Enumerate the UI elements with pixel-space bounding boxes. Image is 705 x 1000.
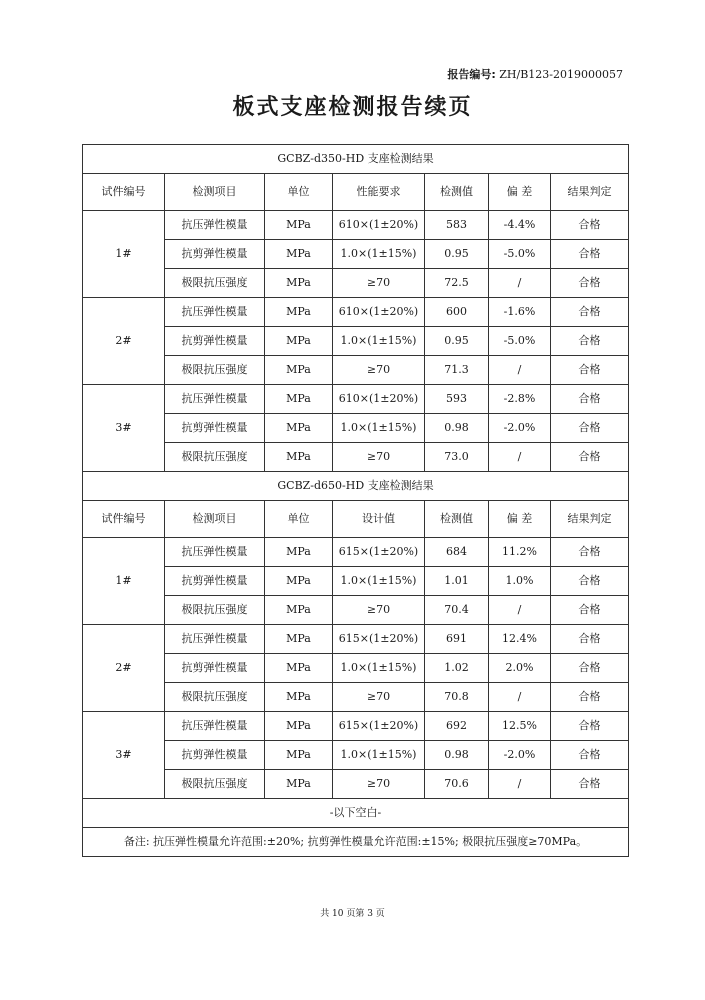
table-cell: 抗剪弹性模量 — [165, 654, 265, 683]
table-cell: 极限抗压强度 — [165, 356, 265, 385]
table-cell: 72.5 — [425, 269, 489, 298]
table-cell: 600 — [425, 298, 489, 327]
table-cell: 抗剪弹性模量 — [165, 741, 265, 770]
table-cell: 合格 — [551, 538, 629, 567]
table-cell: / — [489, 596, 551, 625]
table-cell: 抗压弹性模量 — [165, 538, 265, 567]
table-row — [83, 567, 629, 596]
table-cell: 70.8 — [425, 683, 489, 712]
results-table — [82, 144, 629, 857]
table-cell: MPa — [265, 269, 333, 298]
table-row — [83, 327, 629, 356]
header-cell: 设计值 — [333, 501, 425, 538]
report-number-value: ZH/B123-2019000057 — [499, 68, 623, 81]
table-cell: MPa — [265, 211, 333, 240]
specimen-id: 3# — [83, 712, 165, 799]
table-cell: -5.0% — [489, 327, 551, 356]
table-cell: 12.5% — [489, 712, 551, 741]
table-cell: 691 — [425, 625, 489, 654]
table-cell: 615×(1±20%) — [333, 625, 425, 654]
page-title: 板式支座检测报告续页 — [232, 95, 473, 120]
table-cell: 1.02 — [425, 654, 489, 683]
table-row — [83, 443, 629, 472]
table-cell: / — [489, 356, 551, 385]
table-row — [83, 683, 629, 712]
header-cell: 性能要求 — [333, 174, 425, 211]
header-cell: 检测项目 — [165, 501, 265, 538]
table-cell: 抗压弹性模量 — [165, 211, 265, 240]
remark: 备注: 抗压弹性模量允许范围:±20%; 抗剪弹性模量允许范围:±15%; 极限抗压强度≥70MPa。 — [83, 828, 629, 857]
table-cell: 1.01 — [425, 567, 489, 596]
table-cell: 1.0×(1±15%) — [333, 654, 425, 683]
table-row — [83, 770, 629, 799]
table-cell: 0.95 — [425, 240, 489, 269]
table-cell: MPa — [265, 240, 333, 269]
table-cell: 合格 — [551, 298, 629, 327]
table-cell: MPa — [265, 443, 333, 472]
table-cell: 0.98 — [425, 414, 489, 443]
table-cell: ≥70 — [333, 356, 425, 385]
table-cell: 610×(1±20%) — [333, 298, 425, 327]
table-row — [83, 240, 629, 269]
table-cell: 1.0% — [489, 567, 551, 596]
header-cell: 试件编号 — [83, 501, 165, 538]
table-cell: 610×(1±20%) — [333, 211, 425, 240]
table-cell: 抗压弹性模量 — [165, 298, 265, 327]
table-cell: 合格 — [551, 385, 629, 414]
table-row — [83, 538, 629, 567]
blank-note: -以下空白- — [83, 799, 629, 828]
header-cell: 试件编号 — [83, 174, 165, 211]
table-cell: 692 — [425, 712, 489, 741]
table-cell: MPa — [265, 683, 333, 712]
specimen-id: 2# — [83, 298, 165, 385]
table-cell: 极限抗压强度 — [165, 443, 265, 472]
table-cell: MPa — [265, 596, 333, 625]
table-cell: 583 — [425, 211, 489, 240]
table-row — [83, 625, 629, 654]
table-cell: MPa — [265, 538, 333, 567]
table-cell: MPa — [265, 712, 333, 741]
table-cell: MPa — [265, 327, 333, 356]
table-cell: 合格 — [551, 414, 629, 443]
table-cell: ≥70 — [333, 683, 425, 712]
table-cell: ≥70 — [333, 269, 425, 298]
table-row — [83, 654, 629, 683]
table-row — [83, 269, 629, 298]
table-cell: 抗压弹性模量 — [165, 385, 265, 414]
table-cell: 合格 — [551, 567, 629, 596]
table-cell: 合格 — [551, 211, 629, 240]
table-cell: MPa — [265, 298, 333, 327]
page-footer: 共 10 页第 3 页 — [320, 909, 385, 919]
table-cell: MPa — [265, 567, 333, 596]
specimen-id: 2# — [83, 625, 165, 712]
section-title: GCBZ-d650-HD 支座检测结果 — [83, 472, 629, 501]
table-cell: 1.0×(1±15%) — [333, 567, 425, 596]
table-cell: 抗剪弹性模量 — [165, 567, 265, 596]
table-cell: 合格 — [551, 327, 629, 356]
section-title: GCBZ-d350-HD 支座检测结果 — [83, 145, 629, 174]
table-cell: 合格 — [551, 240, 629, 269]
table-cell: 70.4 — [425, 596, 489, 625]
table-cell: -4.4% — [489, 211, 551, 240]
table-cell: MPa — [265, 741, 333, 770]
table-cell: 0.95 — [425, 327, 489, 356]
table-cell: ≥70 — [333, 443, 425, 472]
specimen-id: 1# — [83, 538, 165, 625]
table-row — [83, 356, 629, 385]
table-cell: 合格 — [551, 683, 629, 712]
table-cell: 615×(1±20%) — [333, 712, 425, 741]
table-row — [83, 596, 629, 625]
table-cell: 极限抗压强度 — [165, 683, 265, 712]
table-row — [83, 741, 629, 770]
report-number — [447, 66, 623, 82]
table-cell: 合格 — [551, 654, 629, 683]
header-cell: 单位 — [265, 174, 333, 211]
table-cell: 610×(1±20%) — [333, 385, 425, 414]
table-cell: 12.4% — [489, 625, 551, 654]
table-cell: -2.8% — [489, 385, 551, 414]
table-cell: 合格 — [551, 356, 629, 385]
header-cell: 偏 差 — [489, 174, 551, 211]
table-cell: 抗压弹性模量 — [165, 712, 265, 741]
report-number-label: 报告编号: — [447, 68, 496, 81]
table-cell: 合格 — [551, 625, 629, 654]
table-row — [83, 298, 629, 327]
table-cell: -2.0% — [489, 741, 551, 770]
table-cell: 70.6 — [425, 770, 489, 799]
table-cell: 合格 — [551, 596, 629, 625]
table-cell: 1.0×(1±15%) — [333, 327, 425, 356]
table-cell: MPa — [265, 625, 333, 654]
table-cell: MPa — [265, 356, 333, 385]
table-cell: 合格 — [551, 712, 629, 741]
header-row — [83, 174, 629, 211]
table-cell: 合格 — [551, 443, 629, 472]
table-cell: 1.0×(1±15%) — [333, 414, 425, 443]
table-cell: MPa — [265, 654, 333, 683]
table-cell: -1.6% — [489, 298, 551, 327]
header-cell: 结果判定 — [551, 174, 629, 211]
table-cell: / — [489, 443, 551, 472]
table-cell: ≥70 — [333, 770, 425, 799]
table-cell: MPa — [265, 770, 333, 799]
table-cell: 684 — [425, 538, 489, 567]
table-cell: 抗剪弹性模量 — [165, 414, 265, 443]
table-cell: ≥70 — [333, 596, 425, 625]
table-cell: 1.0×(1±15%) — [333, 240, 425, 269]
table-row — [83, 712, 629, 741]
table-cell: MPa — [265, 385, 333, 414]
table-cell: 2.0% — [489, 654, 551, 683]
header-cell: 单位 — [265, 501, 333, 538]
table-cell: 合格 — [551, 741, 629, 770]
header-cell: 结果判定 — [551, 501, 629, 538]
table-cell: 1.0×(1±15%) — [333, 741, 425, 770]
table-cell: -2.0% — [489, 414, 551, 443]
table-row — [83, 211, 629, 240]
table-cell: 73.0 — [425, 443, 489, 472]
header-row — [83, 501, 629, 538]
table-cell: 抗压弹性模量 — [165, 625, 265, 654]
table-cell: 极限抗压强度 — [165, 596, 265, 625]
table-cell: 合格 — [551, 770, 629, 799]
table-cell: 593 — [425, 385, 489, 414]
specimen-id: 1# — [83, 211, 165, 298]
table-cell: 71.3 — [425, 356, 489, 385]
table-cell: 极限抗压强度 — [165, 269, 265, 298]
table-cell: 11.2% — [489, 538, 551, 567]
table-cell: / — [489, 269, 551, 298]
header-cell: 检测值 — [425, 174, 489, 211]
header-cell: 检测项目 — [165, 174, 265, 211]
table-cell: 615×(1±20%) — [333, 538, 425, 567]
table-cell: / — [489, 683, 551, 712]
table-row — [83, 414, 629, 443]
specimen-id: 3# — [83, 385, 165, 472]
table-cell: 抗剪弹性模量 — [165, 240, 265, 269]
header-cell: 检测值 — [425, 501, 489, 538]
table-cell: MPa — [265, 414, 333, 443]
table-row — [83, 385, 629, 414]
table-cell: 抗剪弹性模量 — [165, 327, 265, 356]
table-cell: -5.0% — [489, 240, 551, 269]
table-cell: / — [489, 770, 551, 799]
table-cell: 合格 — [551, 269, 629, 298]
header-cell: 偏 差 — [489, 501, 551, 538]
table-cell: 0.98 — [425, 741, 489, 770]
table-cell: 极限抗压强度 — [165, 770, 265, 799]
